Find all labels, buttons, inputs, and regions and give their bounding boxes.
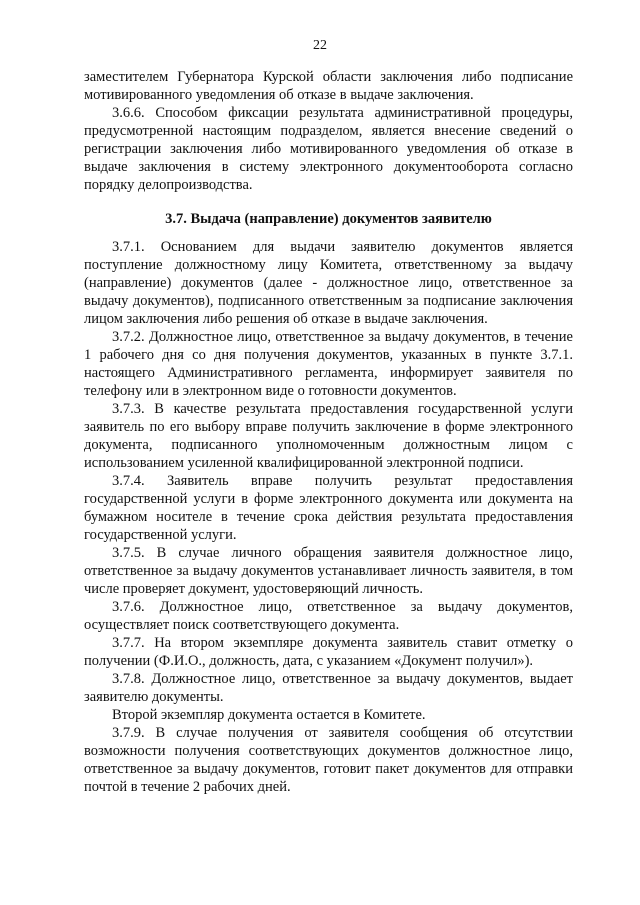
document-body <box>84 68 573 796</box>
paragraph-3-7-9: 3.7.9. В случае получения от заявителя сообщения об отсутствии возможности получения соответствующих документов должностное лицо, ответственное за выдачу документов, готовит пакет документов для отправки почтой в течение 2 рабочих дней. <box>84 725 573 795</box>
page-number: 22 <box>313 38 327 53</box>
paragraph-3-6-6: 3.6.6. Способом фиксации результата административной процедуры, предусмотренной настоящим подразделом, является внесение сведений о регистрации заключения либо мотивированного уведомления об отказе в выдаче заключения в систему электронного документооборота согласно порядку делопроизводства. <box>84 105 573 193</box>
paragraph-3-7-1: 3.7.1. Основанием для выдачи заявителю документов является поступление должностному лицу Комитета, ответственному за выдачу (направление) документов (далее - должностное лицо, ответственное за выдачу документов), подписанного ответственным за подписание заключения лицом заключения либо решения об отказе в выдаче заключения. <box>84 239 573 327</box>
paragraph-3-7-5: 3.7.5. В случае личного обращения заявителя должностное лицо, ответственное за выдачу документов устанавливает личность заявителя, в том числе проверяет документ, удостоверяющий личность. <box>84 545 573 597</box>
paragraph-3-7-3: 3.7.3. В качестве результата предоставления государственной услуги заявитель по его выбору вправе получить заключение в форме электронного документа, подписанного уполномоченным должностным лицом с использованием усиленной квалифицированной электронной подписи. <box>84 401 573 471</box>
paragraph-3-7-4: 3.7.4. Заявитель вправе получить результат предоставления государственной услуги в форме электронного документа или документа на бумажном носителе в течение срока действия результата предоставления государственной услуги. <box>84 473 573 543</box>
paragraph-3-7-7: 3.7.7. На втором экземпляре документа заявитель ставит отметку о получении (Ф.И.О., должность, дата, с указанием «Документ получил»). <box>84 635 573 669</box>
paragraph-continuation: заместителем Губернатора Курской области заключения либо подписание мотивированного уведомления об отказе в выдаче заключения. <box>84 69 573 103</box>
paragraph-3-7-8: 3.7.8. Должностное лицо, ответственное за выдачу документов, выдает заявителю документы. <box>84 671 573 705</box>
section-heading-3-7: 3.7. Выдача (направление) документов заявителю <box>165 211 492 227</box>
paragraph-3-7-2: 3.7.2. Должностное лицо, ответственное за выдачу документов, в течение 1 рабочего дня со дня получения документов, указанных в пункте 3.7.1. настоящего Административного регламента, информирует заявителя по телефону или в электронном виде о готовности документов. <box>84 329 573 399</box>
paragraph-3-7-6: 3.7.6. Должностное лицо, ответственное за выдачу документов, осуществляет поиск соответствующего документа. <box>84 599 573 633</box>
paragraph-second-copy: Второй экземпляр документа остается в Комитете. <box>112 707 426 723</box>
